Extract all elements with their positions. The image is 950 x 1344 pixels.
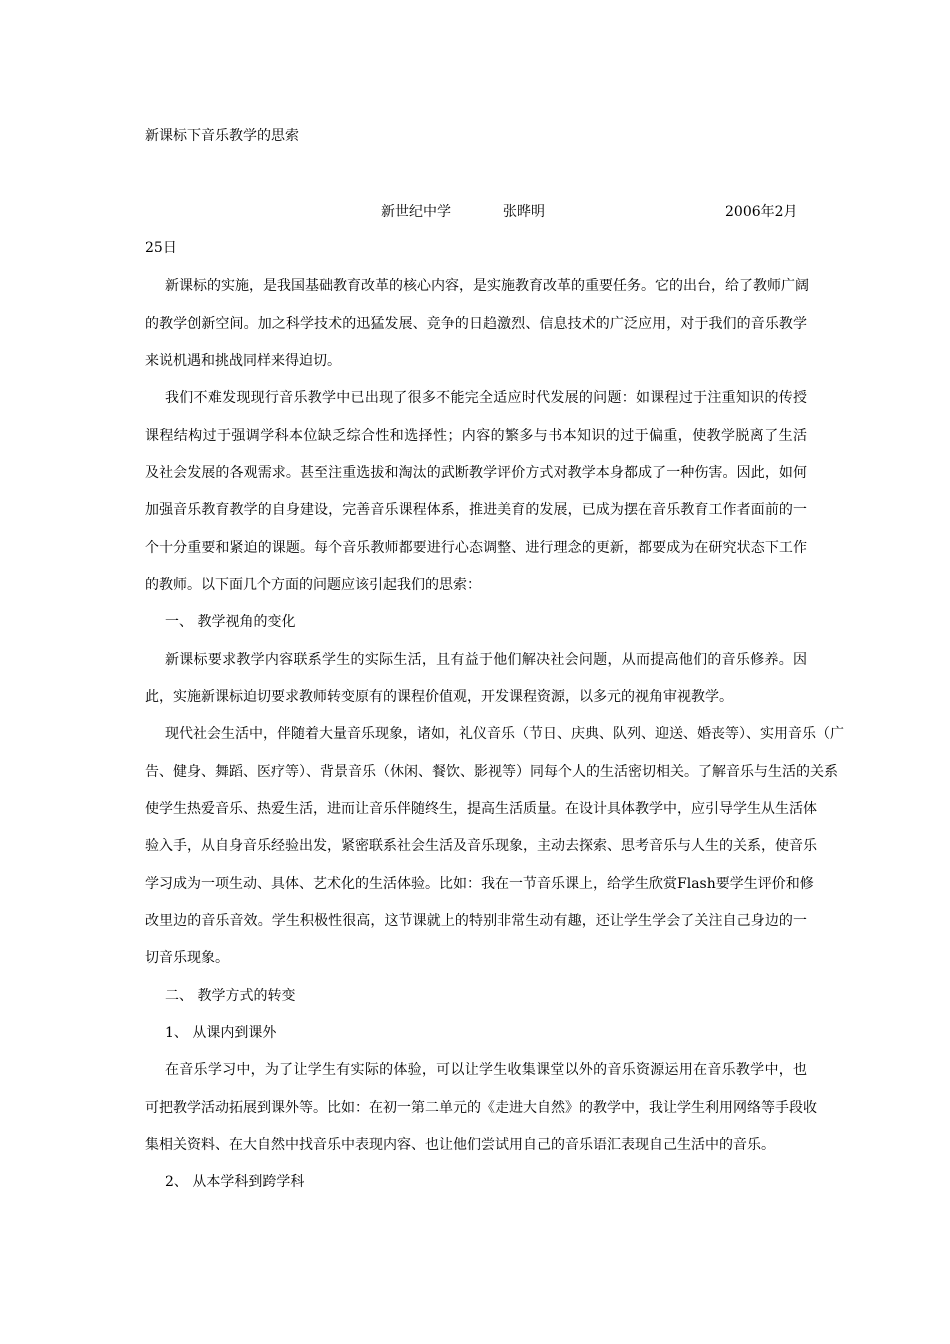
byline-author: 张晔明 (503, 204, 545, 220)
byline-date: 2006年2月 (725, 204, 798, 220)
paragraph-line: 的教学创新空间。加之科学技术的迅猛发展、竞争的日趋激烈、信息技术的广泛应用，对于我们的音乐教学 (145, 316, 807, 332)
byline-school: 新世纪中学 (381, 204, 451, 220)
paragraph-line: 个十分重要和紧迫的课题。每个音乐教师都要进行心态调整、进行理念的更新，都要成为在研究状态下工作 (145, 540, 807, 556)
paragraph-line: 来说机遇和挑战同样来得迫切。 (145, 353, 341, 369)
paragraph-line: 告、健身、舞蹈、医疗等）、背景音乐（休闲、餐饮、影视等）同每个人的生活密切相关。了解音乐与生活的关系 (145, 764, 838, 780)
paragraph-line: 新课标的实施，是我国基础教育改革的核心内容，是实施教育改革的重要任务。它的出台，给了教师广阔 (165, 278, 809, 294)
paragraph-line: 此，实施新课标迫切要求教师转变原有的课程价值观，开发课程资源，以多元的视角审视教学。 (145, 689, 733, 705)
byline-date-continued: 25日 (145, 240, 177, 256)
paragraph-line: 使学生热爱音乐、热爱生活，进而让音乐伴随终生，提高生活质量。在设计具体教学中，应引导学生从生活体 (145, 801, 817, 817)
paragraph-line: 及社会发展的各观需求。甚至注重选拔和淘汰的武断教学评价方式对教学本身都成了一种伤害。因此，如何 (145, 465, 807, 481)
paragraph-line: 改里边的音乐音效。学生积极性很高，这节课就上的特别非常生动有趣，还让学生学会了关注自己身边的一 (145, 913, 807, 929)
subsection-heading: 1、 从课内到课外 (165, 1025, 277, 1041)
subsection-heading: 2、 从本学科到跨学科 (165, 1174, 305, 1190)
paragraph-line: 加强音乐教育教学的自身建设，完善音乐课程体系，推进美育的发展，已成为摆在音乐教育工作者面前的一 (145, 502, 807, 518)
paragraph-line: 我们不难发现现行音乐教学中已出现了很多不能完全适应时代发展的问题：如课程过于注重知识的传授 (165, 390, 807, 406)
paragraph-line: 的教师。以下面几个方面的问题应该引起我们的思索： (145, 577, 481, 593)
section-heading: 二、 教学方式的转变 (165, 988, 296, 1004)
paragraph-line: 集相关资料、在大自然中找音乐中表现内容、也让他们尝试用自己的音乐语汇表现自己生活中的音乐。 (145, 1137, 775, 1153)
paragraph-line: 验入手，从自身音乐经验出发，紧密联系社会生活及音乐现象，主动去探索、思考音乐与人生的关系，使音乐 (145, 838, 817, 854)
paragraph-line: 课程结构过于强调学科本位缺乏综合性和选择性；内容的繁多与书本知识的过于偏重，使教学脱离了生活 (145, 428, 807, 444)
paragraph-line: 切音乐现象。 (145, 950, 229, 966)
section-heading: 一、 教学视角的变化 (165, 614, 296, 630)
paragraph-line: 可把教学活动拓展到课外等。比如：在初一第二单元的《走进大自然》的教学中，我让学生利用网络等手段收 (145, 1100, 817, 1116)
document-title: 新课标下音乐教学的思索 (145, 128, 299, 144)
paragraph-line: 在音乐学习中，为了让学生有实际的体验，可以让学生收集课堂以外的音乐资源运用在音乐教学中，也 (165, 1062, 807, 1078)
paragraph-line: 现代社会生活中，伴随着大量音乐现象，诸如，礼仪音乐（节日、庆典、队列、迎送、婚丧等）、实用音乐（广 (165, 726, 844, 742)
paragraph-line: 新课标要求教学内容联系学生的实际生活，且有益于他们解决社会问题，从而提高他们的音乐修养。因 (165, 652, 807, 668)
paragraph-line: 学习成为一项生动、具体、艺术化的生活体验。比如：我在一节音乐课上，给学生欣赏Flash要学生评价和修 (145, 876, 814, 892)
